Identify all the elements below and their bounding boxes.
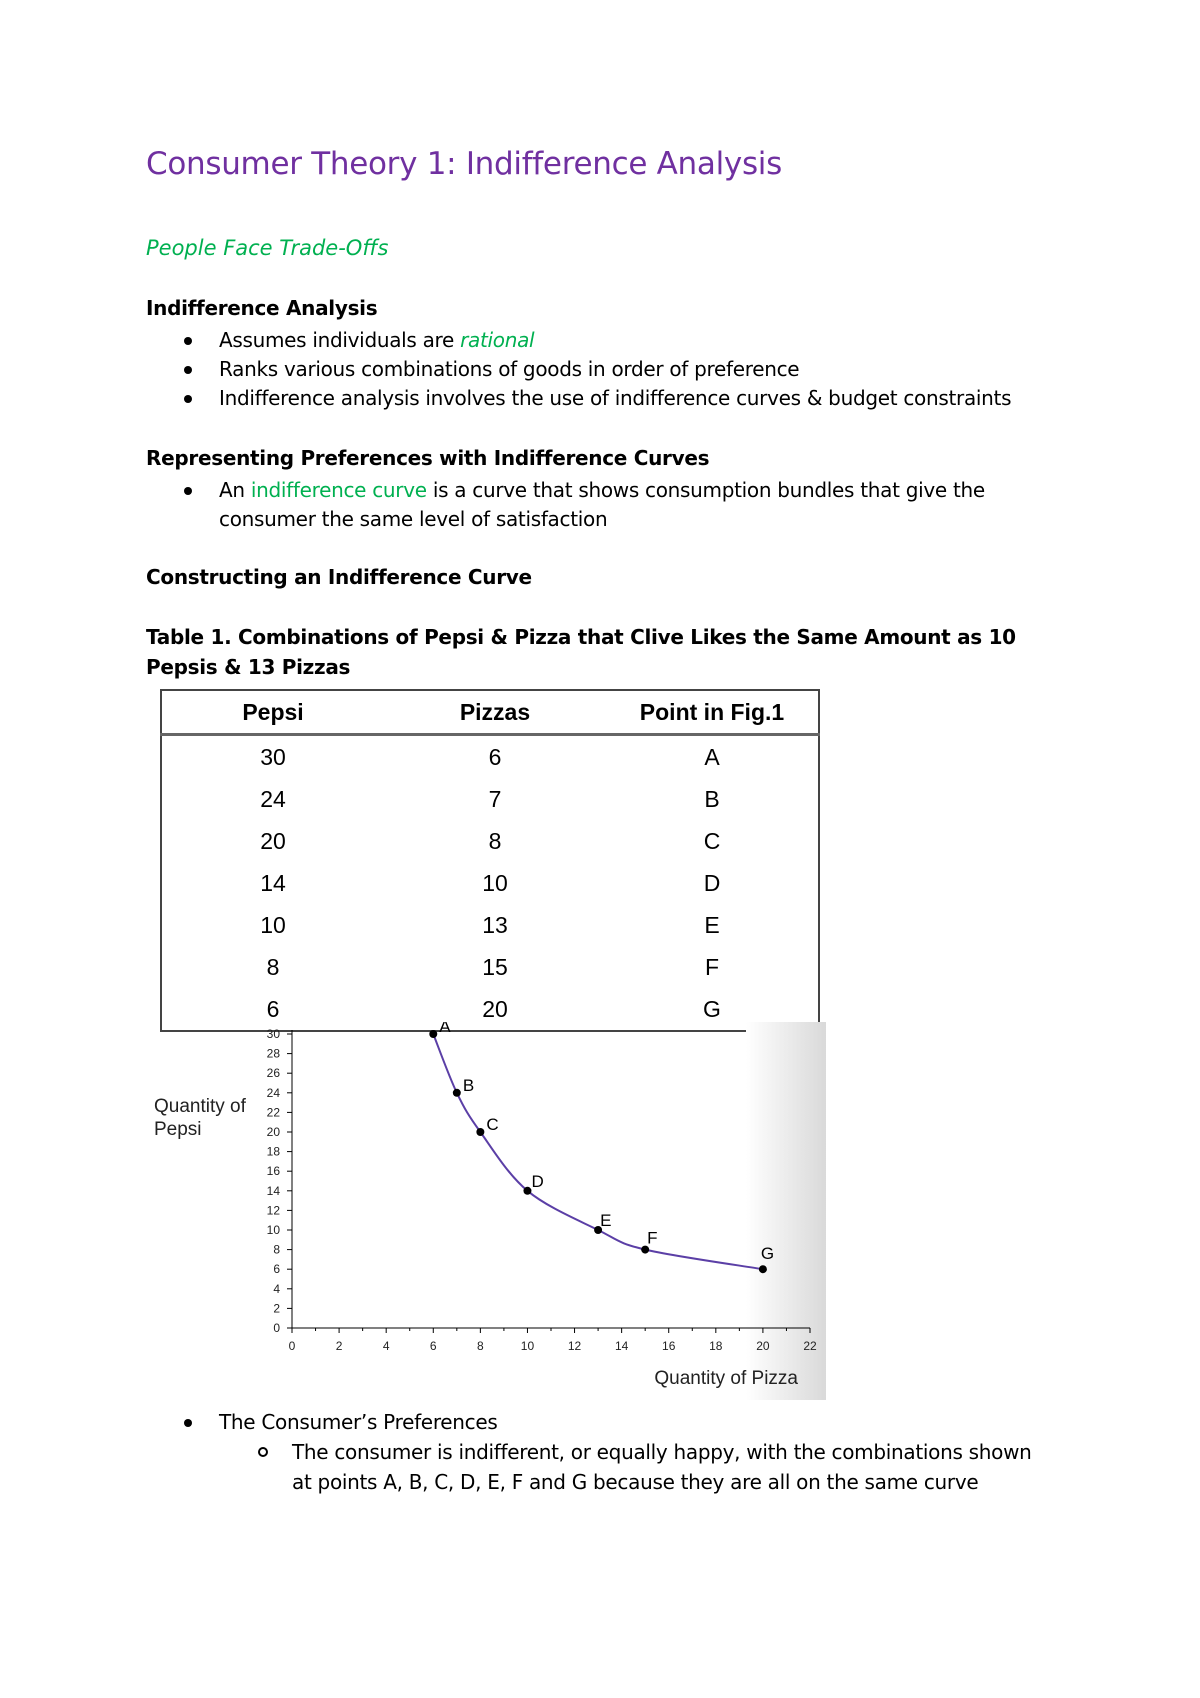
table-cell: 6 bbox=[488, 743, 502, 770]
list-item bbox=[146, 384, 1099, 413]
point-label-d: D bbox=[531, 1171, 544, 1191]
y-tick-label: 26 bbox=[266, 1066, 280, 1081]
point-label-g: G bbox=[760, 1244, 775, 1264]
curve-point-b bbox=[453, 1089, 461, 1097]
y-tick-label: 30 bbox=[266, 1027, 280, 1041]
bullet-text: The Consumer’s Preferences bbox=[219, 1410, 498, 1434]
curve-points bbox=[429, 1022, 774, 1273]
curve-point-g bbox=[759, 1265, 767, 1273]
chart-svg bbox=[146, 1022, 826, 1400]
column-header-point: Point in Fig.1 bbox=[606, 690, 819, 735]
table-header-row bbox=[161, 690, 819, 735]
x-tick-label: 18 bbox=[709, 1339, 723, 1353]
list-item bbox=[146, 355, 1099, 384]
point-label-f: F bbox=[647, 1228, 658, 1248]
curve-point-d bbox=[523, 1187, 531, 1195]
y-tick-label: 6 bbox=[273, 1262, 280, 1277]
table-cell: 7 bbox=[488, 785, 502, 812]
x-tick-label: 0 bbox=[288, 1339, 296, 1353]
y-tick-label: 24 bbox=[266, 1085, 280, 1100]
table-cell: 8 bbox=[266, 953, 280, 980]
table-cell: F bbox=[704, 953, 720, 980]
hollow-bullet-icon bbox=[258, 1447, 268, 1457]
y-axis-label-line1: Quantity of bbox=[154, 1096, 246, 1117]
chart-axes bbox=[287, 1030, 810, 1333]
y-tick-label: 22 bbox=[266, 1105, 280, 1120]
section-subtitle: People Face Trade-Offs bbox=[146, 236, 389, 260]
page-title: Consumer Theory 1: Indifference Analysis bbox=[146, 146, 782, 182]
sub-bullet-text: The consumer is indifferent, or equally happy, with the combinations shown at points A, B, C, D, E, F and G because they are all on the same curve bbox=[292, 1440, 1032, 1494]
y-tick-label: 16 bbox=[266, 1164, 280, 1179]
table-row bbox=[161, 946, 819, 988]
y-axis-label bbox=[154, 1096, 247, 1140]
x-tick-labels bbox=[289, 1339, 817, 1353]
x-tick-label: 4 bbox=[382, 1339, 390, 1353]
bullet-text: An bbox=[219, 478, 251, 502]
y-tick-label: 4 bbox=[273, 1281, 280, 1296]
list-item bbox=[146, 326, 1099, 355]
bullet-dot-icon bbox=[184, 487, 192, 495]
bullet-list-indifference-analysis bbox=[146, 326, 1099, 413]
curve-point-c bbox=[476, 1128, 484, 1136]
table-row bbox=[161, 862, 819, 904]
table-row bbox=[161, 778, 819, 820]
y-tick-label: 8 bbox=[273, 1242, 280, 1257]
x-tick-label: 6 bbox=[429, 1339, 437, 1353]
column-header-pepsi: Pepsi bbox=[161, 690, 384, 735]
table-cell: 8 bbox=[488, 827, 502, 854]
y-tick-label: 12 bbox=[266, 1203, 280, 1218]
bullet-dot-icon bbox=[184, 366, 192, 374]
y-tick-label: 20 bbox=[266, 1125, 280, 1139]
table-cell: B bbox=[704, 785, 720, 812]
table-row bbox=[161, 820, 819, 862]
bullet-dot-icon bbox=[184, 395, 192, 403]
table-cell: 30 bbox=[260, 743, 286, 770]
combinations-table bbox=[160, 689, 820, 1032]
table-cell: 20 bbox=[260, 827, 286, 854]
x-axis-label-text: Quantity of Pizza bbox=[654, 1368, 798, 1389]
table-cell: 15 bbox=[482, 953, 508, 980]
table-cell: G bbox=[703, 995, 721, 1022]
list-item bbox=[146, 1408, 1099, 1437]
list-item bbox=[146, 476, 1079, 534]
table-cell: 13 bbox=[482, 911, 508, 938]
emphasis-rational: rational bbox=[460, 328, 535, 352]
x-tick-label: 22 bbox=[803, 1339, 817, 1353]
table-cell: A bbox=[704, 743, 720, 770]
x-tick-label: 2 bbox=[335, 1339, 343, 1353]
point-label-c: C bbox=[486, 1115, 499, 1134]
table-cell: 10 bbox=[260, 911, 286, 938]
table-cell: D bbox=[703, 869, 721, 896]
bullet-dot-icon bbox=[184, 1419, 192, 1427]
table-cell: 24 bbox=[260, 785, 286, 812]
y-tick-label: 14 bbox=[266, 1183, 280, 1198]
x-tick-label: 12 bbox=[567, 1339, 582, 1353]
point-label-a: A bbox=[439, 1022, 451, 1036]
table-cell: 14 bbox=[260, 869, 286, 896]
x-tick-label: 14 bbox=[614, 1339, 629, 1353]
x-tick-label: 8 bbox=[477, 1339, 484, 1353]
bullet-text: Ranks various combinations of goods in order of preference bbox=[219, 357, 800, 381]
term-indifference-curve: indifference curve bbox=[250, 478, 427, 502]
y-tick-label: 28 bbox=[266, 1046, 280, 1061]
point-label-e: E bbox=[600, 1211, 612, 1230]
figure-1-indifference-curve bbox=[146, 1022, 826, 1400]
table-row bbox=[161, 735, 819, 779]
table-cell: C bbox=[703, 827, 721, 854]
bullet-dot-icon bbox=[184, 337, 192, 345]
bullet-list-preferences bbox=[146, 1408, 1099, 1437]
heading-indifference-analysis: Indifference Analysis bbox=[146, 296, 378, 320]
y-tick-labels bbox=[267, 1027, 281, 1335]
bullet-text: is a curve that shows consumption bundles that give the consumer the same level of satisfaction bbox=[219, 478, 985, 531]
bullet-text: Assumes individuals are bbox=[219, 328, 461, 352]
point-label-b: B bbox=[462, 1075, 475, 1095]
y-tick-label: 18 bbox=[266, 1144, 280, 1159]
bullet-text: Indifference analysis involves the use of indifference curves & budget constraints bbox=[219, 386, 1012, 410]
table-caption: Table 1. Combinations of Pepsi & Pizza that Clive Likes the Same Amount as 10 Pepsis & 13 Pizzas bbox=[146, 625, 1016, 679]
y-tick-label: 0 bbox=[273, 1321, 280, 1335]
column-header-pizzas: Pizzas bbox=[384, 690, 606, 735]
heading-constructing-curve: Constructing an Indifference Curve bbox=[146, 565, 532, 589]
x-tick-label: 10 bbox=[520, 1339, 535, 1353]
table-cell: E bbox=[704, 911, 720, 938]
table-cell: 6 bbox=[266, 995, 280, 1022]
x-tick-label: 16 bbox=[662, 1339, 676, 1353]
y-tick-label: 10 bbox=[266, 1223, 280, 1237]
x-tick-label: 20 bbox=[756, 1339, 770, 1353]
y-axis-label-line2: Pepsi bbox=[154, 1119, 202, 1140]
curve-point-a bbox=[429, 1030, 437, 1038]
table-cell: 10 bbox=[482, 869, 508, 896]
table-cell: 20 bbox=[482, 995, 508, 1022]
x-axis-label bbox=[654, 1368, 798, 1389]
bullet-list-representing bbox=[146, 476, 1079, 534]
table-row bbox=[161, 904, 819, 946]
y-tick-label: 2 bbox=[273, 1301, 280, 1316]
heading-representing-preferences: Representing Preferences with Indifference Curves bbox=[146, 446, 710, 470]
